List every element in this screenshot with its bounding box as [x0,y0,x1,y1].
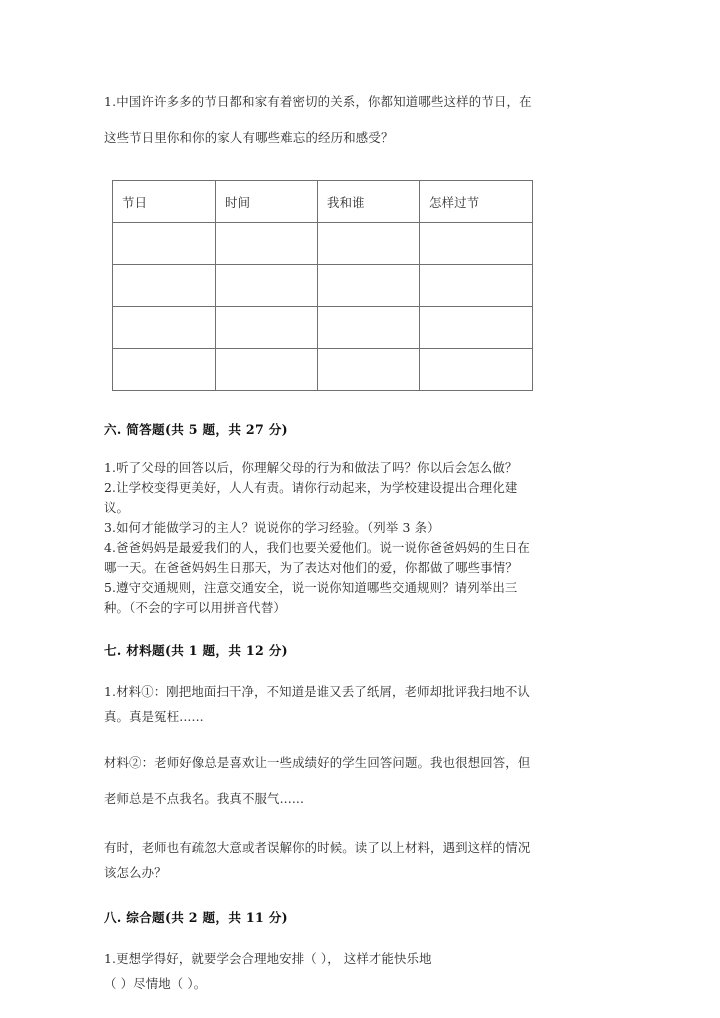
section-eight-heading: 八. 综合题(共 2 题，共 11 分) [104,910,288,925]
section-seven-material-one-line-2: 真。真是冤枉...... [104,709,204,724]
question-1-prompt [104,84,620,156]
spacer-section-seven [104,659,620,679]
table-header-festival: 节日 [113,181,216,223]
table-row[interactable] [113,307,533,349]
section-six-item-4 [104,538,620,578]
table-header-row [113,181,533,223]
table-header-with-whom: 我和谁 [318,181,420,223]
section-six-item-1 [104,458,620,478]
section-seven-material-one [104,679,620,729]
section-six-heading: 六. 简答题(共 5 题，共 27 分) [104,422,288,437]
table-cell[interactable] [420,307,533,349]
table-cell[interactable] [113,307,216,349]
spacer-between-materials [104,729,620,745]
table-cell[interactable] [318,349,420,391]
table-header-time: 时间 [216,181,318,223]
section-seven-material-two [104,745,620,817]
section-six-item-3-line-1: 3.如何才能做学习的主人？说说你的学习经验。（列举 3 条） [104,520,440,535]
table-cell[interactable] [216,265,318,307]
question-1-prompt-line-2: 这些节日里你和你的家人有哪些难忘的经历和感受？ [104,130,394,145]
table-cell[interactable] [216,223,318,265]
table-cell[interactable] [318,265,420,307]
section-six-item-5-line-2: 种。（不会的字可以用拼音代替） [104,600,286,615]
table-cell[interactable] [420,223,533,265]
table-cell[interactable] [113,223,216,265]
table-cell[interactable] [113,349,216,391]
section-six-item-3 [104,518,620,538]
table-cell[interactable] [318,307,420,349]
table-cell[interactable] [216,307,318,349]
section-seven-closing-line-1: 有时，老师也有疏忽大意或者误解你的时候。读了以上材料，遇到这样的情况 [104,840,531,855]
spacer-before-section-eight [104,885,620,907]
document-content [104,84,620,996]
spacer-after-table [104,391,620,419]
festival-table [112,180,533,391]
section-six-item-1-line-1: 1.听了父母的回答以后，你理解父母的行为和做法了吗？你以后会怎么做？ [104,460,518,475]
section-six-item-2-line-2: 议。 [104,500,130,515]
spacer-before-closing [104,817,620,835]
section-eight-item-1-line-2: （ ）尽情地（ ）。 [104,976,207,991]
table-row[interactable] [113,349,533,391]
section-six-item-4-line-1: 4.爸爸妈妈是最爱我们的人，我们也要关爱他们。说一说你爸爸妈妈的生日在 [104,540,530,555]
table-cell[interactable] [216,349,318,391]
section-six-item-2 [104,478,620,518]
table-header-how-celebrate: 怎样过节 [420,181,533,223]
section-six-item-2-line-1: 2.让学校变得更美好，人人有责。请你行动起来，为学校建设提出合理化建 [104,480,518,495]
spacer-section-eight [104,926,620,946]
question-1-prompt-line-1: 1.中国许许多多的节日都和家有着密切的关系，你都知道哪些这样的节日，在 [104,94,532,109]
section-seven-closing-line-2: 该怎么办？ [104,865,167,880]
section-six-item-5 [104,578,620,618]
section-seven-closing [104,835,620,885]
table-cell[interactable] [318,223,420,265]
table-row[interactable] [113,265,533,307]
table-cell[interactable] [113,265,216,307]
table-row[interactable] [113,223,533,265]
spacer-section-six [104,438,620,458]
section-seven-heading: 七. 材料题(共 1 题，共 12 分) [104,643,288,658]
section-seven-material-two-line-2: 老师总是不点我名。我真不服气...... [104,791,305,806]
section-eight-item-1 [104,946,620,996]
table-cell[interactable] [420,349,533,391]
section-seven-material-one-line-1: 1.材料①：刚把地面扫干净，不知道是谁又丢了纸屑，老师却批评我扫地不认 [104,684,530,699]
section-six-item-5-line-1: 5.遵守交通规则，注意交通安全，说一说你知道哪些交通规则？请列举出三 [104,580,518,595]
spacer-before-section-seven [104,618,620,640]
section-seven-material-two-line-1: 材料②：老师好像总是喜欢让一些成绩好的学生回答问题。我也很想回答，但 [104,755,531,770]
section-six-item-4-line-2: 哪一天。在爸爸妈妈生日那天，为了表达对他们的爱，你都做了哪些事情？ [104,560,518,575]
spacer-before-table [104,156,620,180]
section-eight-item-1-line-1: 1.更想学得好，就要学会合理地安排（ ）， 这样才能快乐地 [104,951,432,966]
table-cell[interactable] [420,265,533,307]
